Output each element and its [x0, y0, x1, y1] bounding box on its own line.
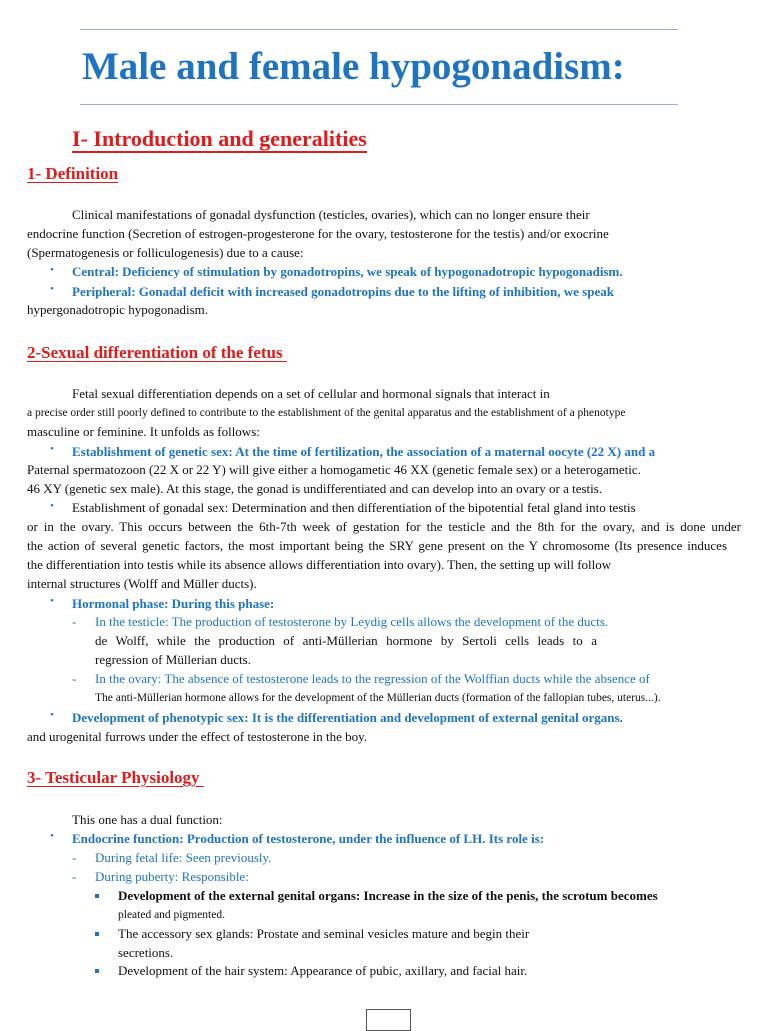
- bullet-dot-icon: •: [50, 443, 54, 455]
- accessory-glands-line-1: The accessory sex glands: Prostate and seminal vesicles mature and begin their: [118, 926, 530, 941]
- subheading-sexual-differentiation: 2-Sexual differentiation of the fetus: [27, 343, 287, 362]
- genetic-line-3: 46 XY (genetic sex male). At this stage, the gonad is undifferentiated and can develop into an ovary or a testis.: [27, 481, 603, 496]
- hair-system-item: Development of the hair system: Appearance of pubic, axillary, and facial hair.: [118, 963, 528, 978]
- bullet-genetic-sex: Establishment of genetic sex: At the time of fertilization, the association of a maternal oocyte (22 X) and a: [72, 444, 656, 459]
- title-rule: [80, 104, 678, 105]
- dash-icon: -: [72, 614, 77, 629]
- square-bullet-icon: [95, 969, 99, 973]
- fetal-life-item: During fetal life: Seen previously.: [95, 850, 272, 865]
- accessory-glands-line-2: secretions.: [118, 945, 174, 960]
- dash-icon: -: [72, 671, 77, 686]
- definition-line-3: (Spermatogenesis or folliculogenesis) due to a cause:: [27, 245, 304, 260]
- dash-icon: -: [72, 850, 77, 865]
- bullet-dot-icon: •: [50, 595, 54, 607]
- bullet-hormonal-phase: Hormonal phase: During this phase:: [72, 596, 275, 611]
- definition-line-1: Clinical manifestations of gonadal dysfunction (testicles, ovaries), which can no longer ensure their: [72, 207, 590, 222]
- gonadal-line-4: the differentiation into testis while its absence allows differentiation into ovary). Then, the setting up will follow: [27, 557, 612, 572]
- gonadal-line-3: the action of several genetic factors, the most important being the SRY gene present on the Y chromosome (Its presence induces: [27, 538, 727, 553]
- diff-intro-1: Fetal sexual differentiation depends on a set of cellular and hormonal signals that interact in: [72, 386, 550, 401]
- subheading-definition: 1- Definition: [27, 164, 119, 183]
- genetic-line-2: Paternal spermatozoon (22 X or 22 Y) will give either a homogametic 46 XX (genetic female sex) or a heterogametic.: [27, 462, 641, 477]
- bullet-dot-icon: •: [50, 830, 54, 842]
- section-heading-text: I- Introduction and generalities: [72, 126, 367, 151]
- bullet-dot-icon: •: [50, 283, 54, 295]
- testicular-intro: This one has a dual function:: [72, 812, 223, 827]
- bullet-dot-icon: •: [50, 264, 54, 276]
- dash-icon: -: [72, 869, 77, 884]
- section-heading-introduction: [72, 126, 367, 153]
- puberty-item: During puberty: Responsible:: [95, 869, 249, 884]
- ovary-line-1: In the ovary: The absence of testosterone leads to the regression of the Wolffian ducts while the absence of: [95, 671, 650, 686]
- testicle-line-3: regression of Müllerian ducts.: [95, 652, 251, 667]
- phenotypic-line-2: and urogenital furrows under the effect of testosterone in the boy.: [27, 729, 368, 744]
- diff-intro-3: masculine or feminine. It unfolds as follows:: [27, 424, 260, 439]
- gonadal-line-1: Establishment of gonadal sex: Determination and then differentiation of the bipotential fetal gland into testis: [72, 500, 636, 515]
- top-rule: [80, 29, 678, 30]
- page-number-box: [366, 1009, 411, 1031]
- square-bullet-icon: [95, 932, 99, 936]
- peripheral-continuation: hypergonadotropic hypogonadism.: [27, 302, 209, 317]
- ovary-line-2: The anti-Müllerian hormone allows for the development of the Müllerian ducts (formation of the fallopian tubes, uterus...).: [95, 692, 661, 704]
- testicle-line-1: In the testicle: The production of testosterone by Leydig cells allows the development of the ducts.: [95, 614, 609, 629]
- gonadal-line-5: internal structures (Wolff and Müller ducts).: [27, 576, 257, 591]
- page-title: Male and female hypogonadism:: [82, 45, 625, 88]
- bullet-endocrine-function: Endocrine function: Production of testosterone, under the influence of LH. Its role is:: [72, 831, 545, 846]
- gonadal-line-2: or in the ovary. This occurs between the 6th-7th week of gestation for the testicle and the 8th for the ovary, and is done under: [27, 519, 741, 534]
- bullet-peripheral: Peripheral: Gonadal deficit with increased gonadotropins due to the lifting of inhibition, we speak: [72, 284, 614, 299]
- bullet-dot-icon: •: [50, 500, 54, 512]
- bullet-phenotypic-sex: Development of phenotypic sex: It is the differentiation and development of external genital organs.: [72, 710, 623, 725]
- bullet-central: Central: Deficiency of stimulation by gonadotropins, we speak of hypogonadotropic hypogonadism.: [72, 264, 623, 279]
- diff-intro-2: a precise order still poorly defined to contribute to the establishment of the genital apparatus and the establishment of a phenotype: [27, 407, 626, 419]
- definition-line-2: endocrine function (Secretion of estrogen-progesterone for the ovary, testosterone for the testis) and/or exocrine: [27, 226, 609, 241]
- testicle-line-2: de Wolff, while the production of anti-Müllerian hormone by Sertoli cells leads to a: [95, 633, 597, 648]
- subheading-testicular-physiology: 3- Testicular Physiology: [27, 768, 204, 787]
- square-bullet-icon: [95, 894, 99, 898]
- external-genital-line-1: Development of the external genital organs: Increase in the size of the penis, the scrotum becomes: [118, 888, 658, 903]
- bullet-dot-icon: •: [50, 709, 54, 721]
- external-genital-line-2: pleated and pigmented.: [118, 909, 225, 921]
